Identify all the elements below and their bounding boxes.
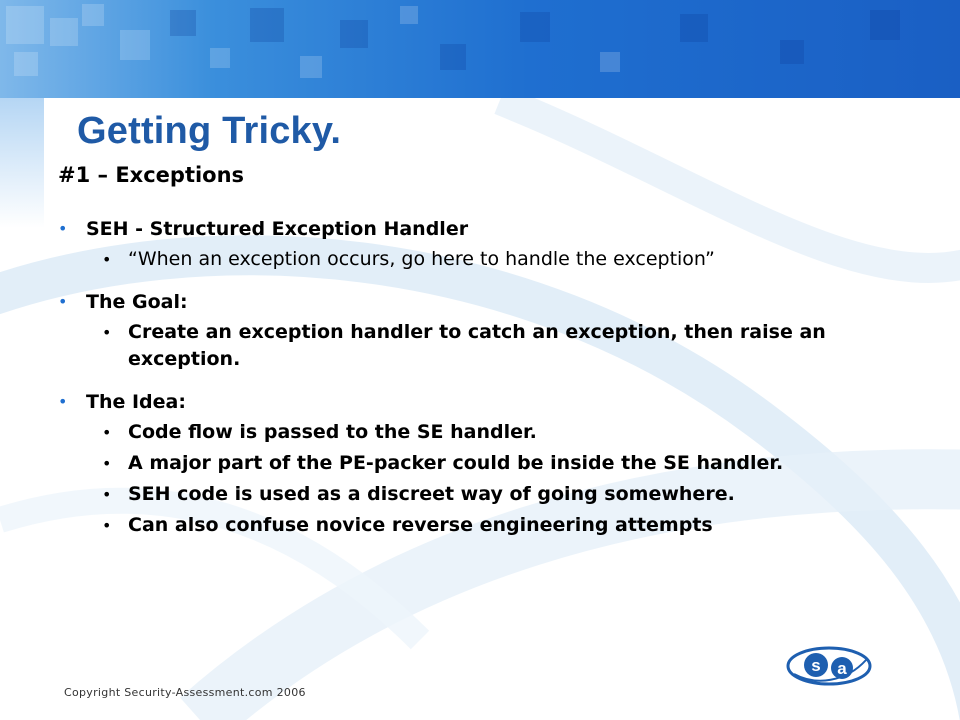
sub-bullet-text: A major part of the PE-packer could be inside the SE handler. xyxy=(128,452,784,474)
bullet-text: The Goal: xyxy=(86,291,188,313)
bullet-dot-icon: • xyxy=(58,392,68,411)
bullet-dot-icon: • xyxy=(102,323,112,342)
sub-bullet-seh-quote xyxy=(58,246,918,273)
bullet-idea xyxy=(58,389,918,415)
bullet-dot-icon: • xyxy=(102,250,112,269)
bullet-dot-icon: • xyxy=(102,516,112,535)
bullet-text: The Idea: xyxy=(86,391,186,413)
bullet-seh xyxy=(58,216,918,242)
sub-bullet-idea-3 xyxy=(58,481,918,508)
sub-bullet-text: SEH code is used as a discreet way of going somewhere. xyxy=(128,483,735,505)
copyright-footer: Copyright Security-Assessment.com 2006 xyxy=(64,686,306,699)
logo-letter-a: a xyxy=(837,659,847,678)
slide-subtitle: #1 – Exceptions xyxy=(58,163,245,187)
sub-bullet-text: Create an exception handler to catch an exception, then raise an exception. xyxy=(128,321,826,370)
bullet-goal xyxy=(58,289,918,315)
bullet-list xyxy=(58,216,918,539)
sub-bullet-goal xyxy=(58,319,918,373)
sub-bullet-idea-4 xyxy=(58,512,918,539)
slide-title: Getting Tricky. xyxy=(77,110,342,152)
sub-bullet-idea-2 xyxy=(58,450,918,477)
bullet-dot-icon: • xyxy=(58,219,68,238)
sub-bullet-text: “When an exception occurs, go here to handle the exception” xyxy=(128,248,715,270)
left-accent-strip xyxy=(0,98,44,228)
sa-logo-icon xyxy=(786,646,872,686)
bullet-dot-icon: • xyxy=(102,454,112,473)
bullet-dot-icon: • xyxy=(102,485,112,504)
sub-bullet-idea-1 xyxy=(58,419,918,446)
bullet-dot-icon: • xyxy=(58,292,68,311)
bullet-text: SEH - Structured Exception Handler xyxy=(86,218,469,240)
sub-bullet-text: Code flow is passed to the SE handler. xyxy=(128,421,537,443)
header-band xyxy=(0,0,960,98)
sub-bullet-text: Can also confuse novice reverse engineering attempts xyxy=(128,514,713,536)
bullet-dot-icon: • xyxy=(102,423,112,442)
logo-letter-s: s xyxy=(811,656,821,675)
